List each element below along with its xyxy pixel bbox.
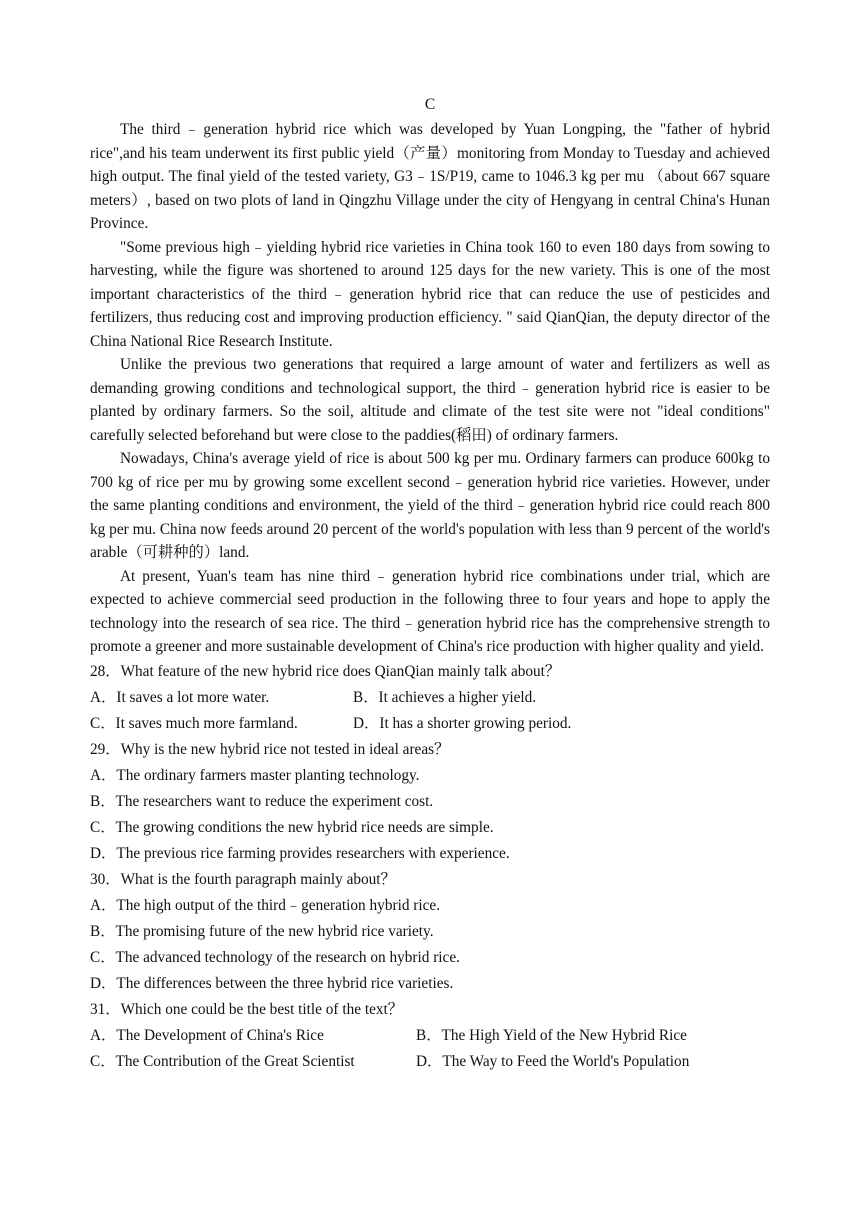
question-29 <box>90 737 770 867</box>
section-letter: C <box>424 96 436 113</box>
option-c: C．The advanced technology of the research on hybrid rice. <box>90 948 460 966</box>
question-stem: 30．What is the fourth paragraph mainly about？ <box>90 870 396 888</box>
question-28 <box>90 659 770 737</box>
option-c: C．It saves much more farmland. <box>90 714 298 732</box>
option-a: A．The ordinary farmers master planting technology. <box>90 766 420 784</box>
option-row <box>90 1049 770 1075</box>
paragraph-3: Unlike the previous two generations that required a large amount of water and fertilizers as well as demanding growing conditions and technological support, the third﹣generation hybrid rice is easier to be planted by ordinary farmers. So the soil, altitude and climate of the test site were not "ideal conditions" carefully selected beforehand but were close to the paddies(稻田) of ordinary farmers. <box>90 356 770 444</box>
option-b: B．The researchers want to reduce the experiment cost. <box>90 792 434 810</box>
question-stem: 29．Why is the new hybrid rice not tested in ideal areas？ <box>90 740 450 758</box>
paragraph-2: "Some previous high﹣yielding hybrid rice varieties in China took 160 to even 180 days from sowing to harvesting, while the figure was shortened to around 125 days for the new variety. This is one of the most important characteristics of the third﹣generation hybrid rice that can reduce the use of pesticides and fertilizers, thus reducing cost and improving production efficiency. " said QianQian, the deputy director of the China National Rice Research Institute. <box>90 238 770 350</box>
option-a: A．The high output of the third﹣generation hybrid rice. <box>90 896 441 914</box>
question-stem: 28．What feature of the new hybrid rice does QianQian mainly talk about？ <box>90 662 561 680</box>
option-a: A．The Development of China's Rice <box>90 1026 324 1044</box>
option-d: D．It has a shorter growing period. <box>353 714 572 732</box>
option-d: D．The differences between the three hybrid rice varieties. <box>90 974 454 992</box>
option-row <box>90 1023 770 1049</box>
paragraph-4: Nowadays, China's average yield of rice is about 500 kg per mu. Ordinary farmers can produce 600kg to 700 kg of rice per mu by growing some excellent second﹣generation hybrid rice varieties. However, under the same planting conditions and environment, the yield of the third﹣generation hybrid rice could reach 800 kg per mu. China now feeds around 20 percent of the world's population with less than 9 percent of the world's arable（可耕种的）land. <box>90 450 770 561</box>
question-31 <box>90 997 770 1075</box>
option-d: D．The Way to Feed the World's Population <box>416 1052 690 1070</box>
paragraph-1: The third﹣generation hybrid rice which was developed by Yuan Longping, the "father of hybrid rice",and his team underwent its first public yield（产量）monitoring from Monday to Tuesday and achieved high output. The final yield of the tested variety, G3﹣1S/P19, came to 1046.3 kg per mu （about 667 square meters）, based on two plots of land in Qingzhu Village under the city of Hengyang in central China's Hunan Province. <box>90 121 770 232</box>
option-c: C．The growing conditions the new hybrid rice needs are simple. <box>90 818 494 836</box>
option-b: B．The High Yield of the New Hybrid Rice <box>416 1026 687 1044</box>
question-30 <box>90 867 770 997</box>
option-b: B．It achieves a higher yield. <box>353 688 537 706</box>
option-row <box>90 711 770 737</box>
option-row <box>90 685 770 711</box>
option-c: C．The Contribution of the Great Scientist <box>90 1052 355 1070</box>
question-stem: 31．Which one could be the best title of the text？ <box>90 1000 404 1018</box>
option-b: B．The promising future of the new hybrid rice variety. <box>90 922 434 940</box>
option-d: D．The previous rice farming provides researchers with experience. <box>90 844 510 862</box>
paragraph-5: At present, Yuan's team has nine third﹣generation hybrid rice combinations under trial, which are expected to achieve commercial seed production in the following three to four years and hope to apply the technology into the research of sea rice. The third﹣generation hybrid rice has the comprehensive strength to promote a greener and more sustainable development of China's rice production with higher quality and yield. <box>90 567 770 655</box>
option-a: A．It saves a lot more water. <box>90 688 270 706</box>
reading-passage <box>90 94 770 1075</box>
